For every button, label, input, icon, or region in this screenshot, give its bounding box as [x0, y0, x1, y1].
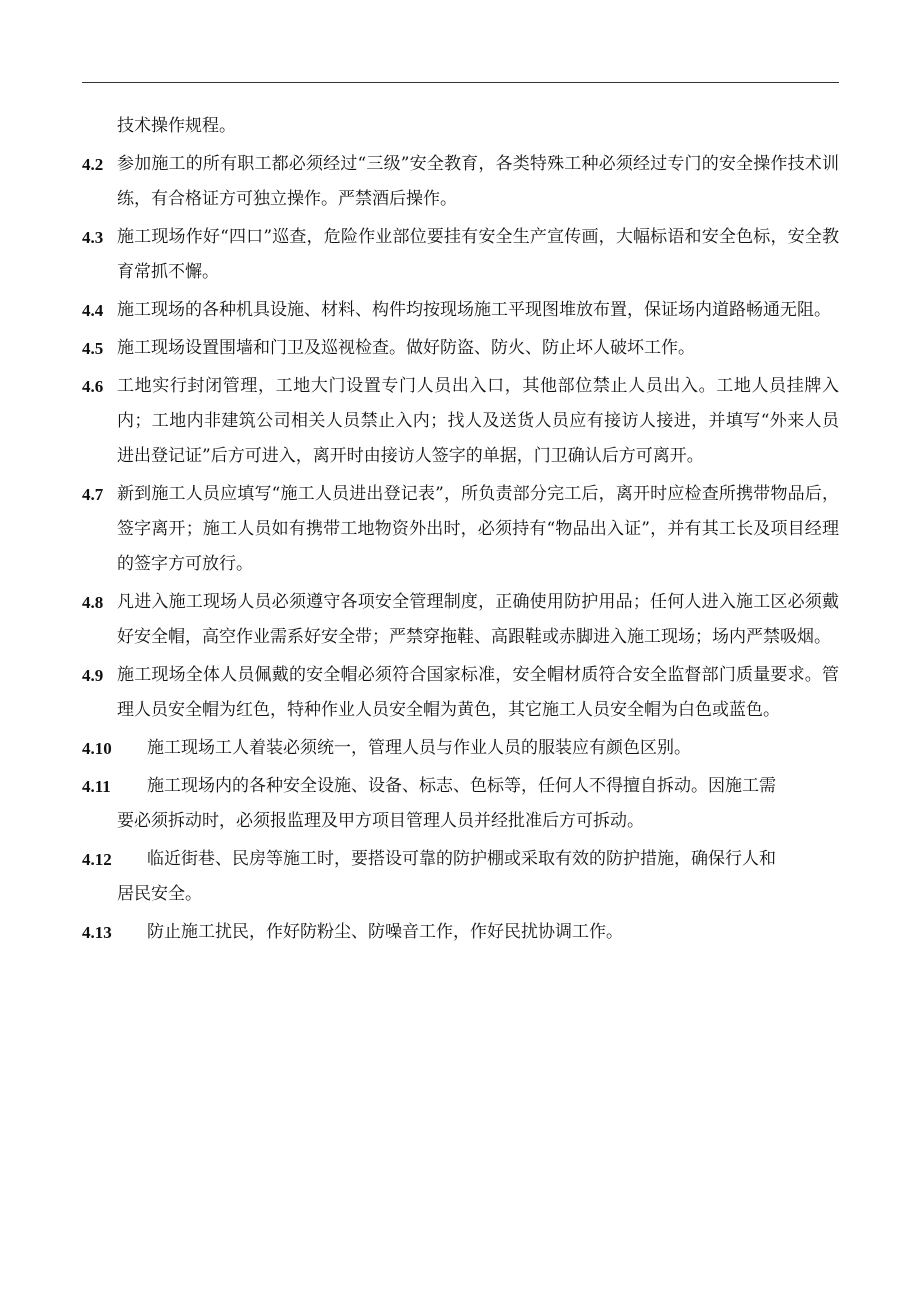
clause-4-3	[82, 220, 839, 290]
clause-4-2	[82, 147, 839, 217]
clause-text: 施工现场设置围墙和门卫及巡视检查。做好防盗、防火、防止坏人破坏工作。	[117, 338, 695, 358]
clause-number: 4.6	[82, 377, 104, 396]
clause-text-rest: 要必须拆动时，必须报监理及甲方项目管理人员并经批准后方可拆动。	[117, 811, 644, 831]
clause-4-10	[82, 731, 839, 766]
clause-4-4	[82, 293, 839, 328]
clause-4-9	[82, 658, 839, 728]
clause-number: 4.13	[82, 923, 112, 942]
clause-text-rest: 居民安全。	[117, 884, 202, 904]
clause-4-7	[82, 477, 839, 582]
clause-text: 工地实行封闭管理，工地大门设置专门人员出入口，其他部位禁止人员出入。工地人员挂牌入内；工地内非建筑公司相关人员禁止入内；找人及送货人员应有接访人接进，并填写“外来人员进出登记证”后方可进入，离开时由接访人签字的单据，门卫确认后方可离开。	[117, 376, 839, 466]
clause-text: 施工现场工人着装必须统一，管理人员与作业人员的服装应有颜色区别。	[147, 738, 691, 758]
clause-text: 施工现场的各种机具设施、材料、构件均按现场施工平现图堆放布置，保证场内道路畅通无阻。	[117, 300, 831, 320]
clause-text: 防止施工扰民，作好防粉尘、防噪音工作，作好民扰协调工作。	[147, 922, 623, 942]
clause-number: 4.12	[82, 850, 112, 869]
clause-text: 新到施工人员应填写“施工人员进出登记表”，所负责部分完工后，离开时应检查所携带物品后，签字离开；施工人员如有携带工地物资外出时，必须持有“物品出入证”，并有其工长及项目经理的签字方可放行。	[117, 484, 839, 574]
document-body	[82, 109, 839, 953]
clause-4-8	[82, 585, 839, 655]
clause-number: 4.8	[82, 593, 104, 612]
clause-number: 4.9	[82, 666, 104, 685]
clause-number: 4.7	[82, 485, 104, 504]
clause-number: 4.11	[82, 777, 111, 796]
clause-number: 4.4	[82, 301, 104, 320]
continuation-text: 技术操作规程。	[117, 116, 236, 136]
clause-text: 凡进入施工现场人员必须遵守各项安全管理制度，正确使用防护用品；任何人进入施工区必须戴好安全帽，高空作业需系好安全带；严禁穿拖鞋、高跟鞋或赤脚进入施工现场；场内严禁吸烟。	[117, 592, 839, 647]
clause-text: 施工现场全体人员佩戴的安全帽必须符合国家标准，安全帽材质符合安全监督部门质量要求。管理人员安全帽为红色，特种作业人员安全帽为黄色，其它施工人员安全帽为白色或蓝色。	[117, 665, 839, 720]
clause-4-12	[82, 842, 839, 912]
clause-4-13	[82, 915, 839, 950]
header-rule	[82, 82, 839, 83]
clause-number: 4.10	[82, 739, 112, 758]
clause-number: 4.2	[82, 155, 104, 174]
clause-text-first-line: 施工现场内的各种安全设施、设备、标志、色标等，任何人不得擅自拆动。因施工需	[147, 776, 776, 796]
clause-text: 参加施工的所有职工都必须经过“三级”安全教育，各类特殊工种必须经过专门的安全操作技术训练，有合格证方可独立操作。严禁酒后操作。	[117, 154, 839, 209]
clause-text: 施工现场作好“四口”巡查，危险作业部位要挂有安全生产宣传画，大幅标语和安全色标，安全教育常抓不懈。	[117, 227, 839, 282]
clause-number: 4.5	[82, 339, 104, 358]
clause-number: 4.3	[82, 228, 104, 247]
clause-4-11	[82, 769, 839, 839]
clause-4-5	[82, 331, 839, 366]
clause-text-first-line: 临近街巷、民房等施工时，要搭设可靠的防护棚或采取有效的防护措施，确保行人和	[147, 849, 776, 869]
clause-4-6	[82, 369, 839, 474]
